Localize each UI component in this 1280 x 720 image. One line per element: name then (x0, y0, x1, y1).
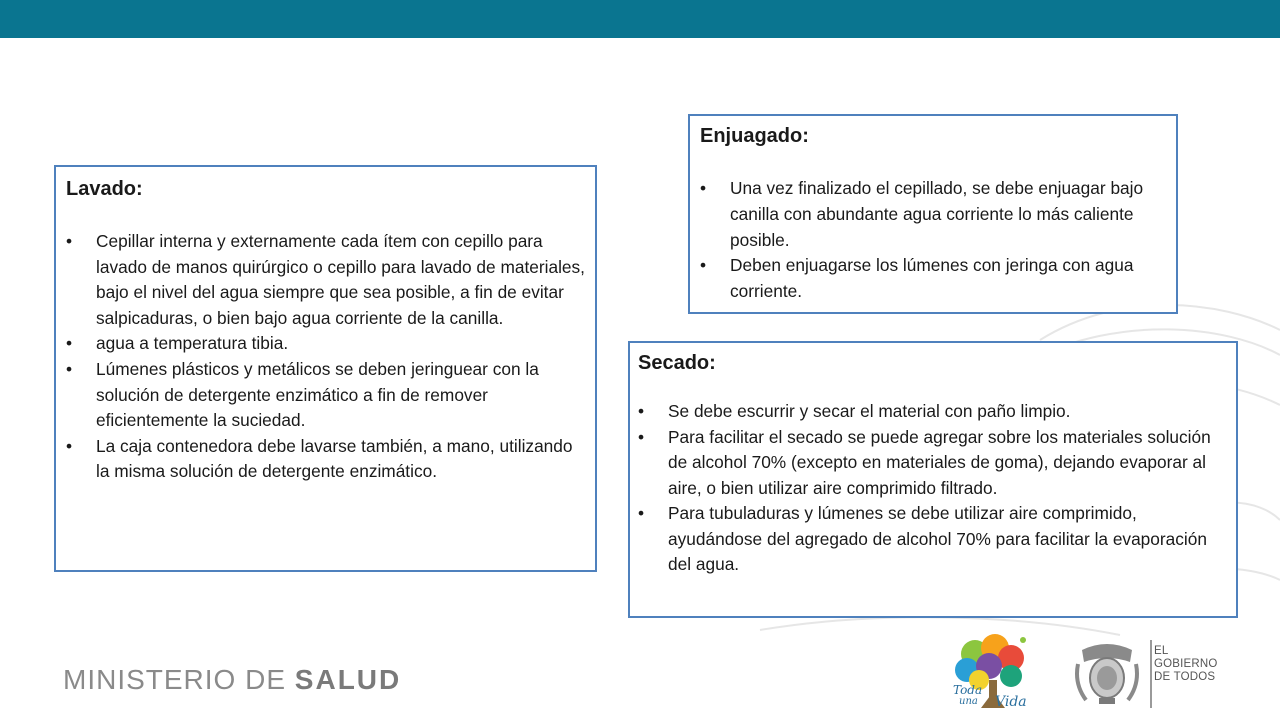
gov-line: DE TODOS (1154, 671, 1216, 683)
bullet: • (66, 358, 73, 379)
secado-box (628, 341, 1238, 618)
list-item-text: agua a temperatura tibia. (96, 333, 289, 354)
list-item-text: Para tubuladuras y lúmenes se debe utilizar aire comprimido, ayudándose del agregado de alcohol 70% para facilitar la evaporación del agua. (668, 503, 1207, 574)
list-item (700, 253, 1166, 305)
list-item-text: Una vez finalizado el cepillado, se debe enjuagar bajo canilla con abundante agua corriente lo más caliente posible. (730, 178, 1144, 250)
bullet: • (66, 333, 73, 354)
list-item (700, 176, 1166, 253)
bullet: • (66, 231, 73, 251)
list-item (66, 434, 585, 485)
ministerio-logo (63, 664, 401, 696)
list-item-text: Deben enjuagarse los lúmenes con jeringa con agua corriente. (730, 255, 1134, 302)
list-item-text: Para facilitar el secado se puede agregar sobre los materiales solución de alcohol 70% (excepto en materiales de goma), dejando evaporar al aire, o bien utilizar aire comprimido filtrado. (668, 426, 1211, 498)
gov-line: GOBIERNO (1154, 658, 1218, 670)
enjuagado-title: Enjuagado: (700, 125, 809, 147)
list-item (638, 425, 1230, 502)
secado-title: Secado: (638, 352, 716, 374)
lavado-list (66, 229, 585, 485)
list-item-text: Cepillar interna y externamente cada ítem con cepillo para lavado de manos quirúrgico o cepillo para lavado de materiales, bajo el nivel del agua siempre que sea posible, a fin de evitar salpicaduras, o bien bajo agua corriente de la canilla. (96, 231, 585, 328)
toda-una-vida-logo (945, 632, 1037, 712)
bullet: • (638, 426, 645, 447)
list-item (66, 331, 585, 357)
ecuador-coat-of-arms-icon (1072, 640, 1142, 708)
bullet: • (638, 401, 645, 421)
list-item-text: Lúmenes plásticos y metálicos se deben jeringuear con la solución de detergente enzimático a fin de remover eficientemente la suciedad. (96, 358, 539, 431)
list-item (638, 501, 1230, 578)
ministerio-prefix: MINISTERIO DE (63, 664, 287, 695)
svg-text:Toda: Toda (953, 683, 983, 697)
svg-text:una: una (959, 696, 978, 707)
bullet: • (700, 178, 707, 198)
bullet: • (638, 503, 645, 523)
gov-divider (1150, 640, 1152, 708)
top-bar (0, 0, 1280, 38)
gov-line: EL (1154, 645, 1169, 657)
gobierno-de-todos-logo (1154, 645, 1234, 684)
bullet: • (700, 255, 707, 276)
bullet: • (66, 435, 73, 456)
lavado-title: Lavado: (66, 178, 143, 200)
list-item (66, 357, 585, 434)
svg-text:Vida: Vida (995, 694, 1027, 710)
list-item (66, 229, 585, 331)
list-item-text: Se debe escurrir y secar el material con paño limpio. (668, 401, 1071, 421)
secado-list (638, 399, 1230, 578)
list-item (638, 399, 1230, 425)
ministerio-salud: SALUD (294, 664, 402, 695)
list-item-text: La caja contenedora debe lavarse también, a mano, utilizando la misma solución de detergente enzimático. (96, 435, 573, 482)
lavado-box (54, 165, 597, 572)
enjuagado-list (700, 176, 1166, 305)
enjuagado-box (688, 114, 1178, 314)
